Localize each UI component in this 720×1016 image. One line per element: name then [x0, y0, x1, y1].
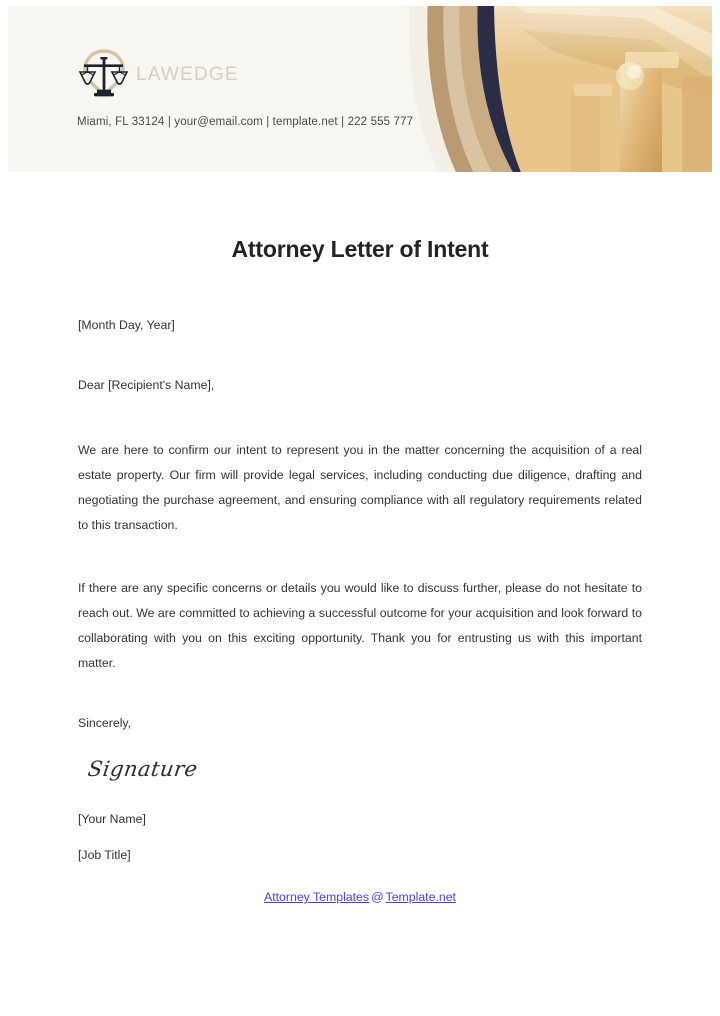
columns-photo — [482, 6, 712, 172]
signer-title-field: [Job Title] — [78, 847, 131, 862]
signature-mark: Signature — [86, 756, 200, 781]
template-net-link[interactable]: Template.net — [385, 890, 456, 904]
body-paragraph-1: We are here to confirm our intent to represent you in the matter concerning the acquisition of a real estate property. Our firm will provide legal services, including conducting due diligence, drafting and negotiating the purchase agreement, and ensuring compliance with all regulatory requirements related to this transaction. — [78, 443, 642, 533]
header-artwork — [382, 6, 712, 172]
brand-name: LAWEDGE — [136, 64, 239, 85]
header-wedge-graphic — [382, 6, 712, 172]
footer — [8, 890, 712, 904]
signer-name-field: [Your Name] — [78, 811, 146, 826]
salutation: Dear [Recipient's Name], — [78, 378, 215, 393]
brand-logo — [76, 44, 239, 106]
scales-of-justice-icon — [76, 45, 134, 105]
letterhead-header — [8, 6, 712, 172]
footer-separator: @ — [371, 890, 384, 904]
body-paragraph-2: If there are any specific concerns or details you would like to discuss further, please do not hesitate to reach out. We are committed to achieving a successful outcome for your acquisition and look forward to collaborating with you on this exciting opportunity. Thank you for entrusting us with this important matter. — [78, 581, 642, 671]
closing-salutation: Sincerely, — [78, 716, 132, 731]
letter-body — [78, 236, 642, 864]
attorney-templates-link[interactable]: Attorney Templates — [264, 890, 370, 904]
contact-info-line: Miami, FL 33124 | your@email.com | template.net | 222 555 777 — [77, 116, 414, 128]
letter-sheet — [8, 6, 712, 1010]
page-title: Attorney Letter of Intent — [231, 236, 489, 262]
date-field: [Month Day, Year] — [78, 317, 175, 332]
